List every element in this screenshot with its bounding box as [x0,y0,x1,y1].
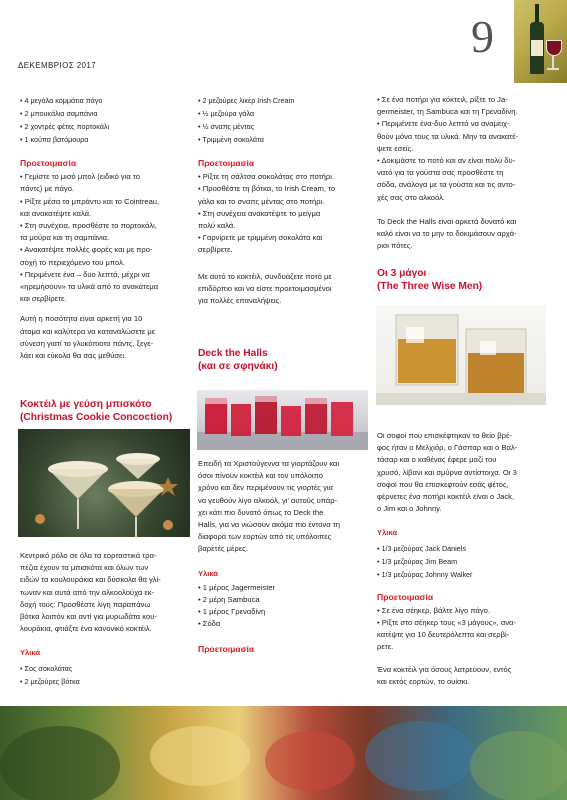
deck-note: Το Deck the Halls είναι αρκετά δυνατό και καλό είναι να το μην το δοκιμάσουν αρχά- ριοι πότες. [377,216,517,251]
magi-closing: Ένα κοκτέιλ για όσους λατρεύουν, εντός και εκτός εορτών, το ουίσκι. [377,664,512,686]
cookie-note: Με αυτό το κοκτέιλ, συνδυάζετε ποτό με επιδόρπιο και να είστε προετοιμασμένοι για πολλές επαναλήψεις. [198,271,332,306]
cookie-cocktail-photo [18,429,190,537]
page-number: 9 [471,11,494,62]
shots-photo [197,390,368,450]
cookie-ingredients-cont [198,94,368,146]
footer-cocktails-photo [0,706,567,800]
list-item: • Σόδα [198,619,221,629]
section-heading: Υλικά [198,568,219,578]
magi-preparation: • Σε ένα σέηκερ, βάλτε λίγο πάγο. • Ρίξτε στο σέηκερ τους «3 μάγους», ανα- κατέψτε για 10 δευτερόλεπτα και σερβί- ρετε. [377,605,516,652]
deck-ingredients [198,582,368,631]
magi-title: Οι 3 μάγοι (The Three Wise Men) [377,268,483,292]
list-item: • 1 κούπα βατόμουρα [20,135,89,144]
list-item: • 1 μέρος Jagermeister [198,582,276,592]
section-heading: Υλικά [20,648,41,658]
list-item: • 4 μεγάλα κομμάτια πάγο [20,96,103,105]
magi-ingredients [377,542,549,581]
list-item: • 1/3 μεζούρας Johnny Walker [377,569,473,579]
deck-title: Deck the Halls (και σε σφηνάκι) [198,348,278,372]
wine-photo [514,0,567,83]
section-heading: Προετοιμασία [198,158,255,168]
list-item: • 2 μεζούρες βότκα [20,676,80,686]
list-item: • 1/3 μεζούρας Jack Daniels [377,543,466,553]
wine-glass [546,40,562,56]
punch-ingredients [20,94,190,146]
list-item: • 2 χοντρές φέτες πορτοκάλι [20,122,110,131]
section-heading: Προετοιμασία [377,591,434,602]
list-item: • 2 μέρη Sambuca [198,595,260,605]
deck-preparation: • Σε ένα ποτήρι για κόκτειλ, ρίξτε το Ja- germeister, τη Sambuca και τη Γρεναδίνη. • Περιμένετε ένα-δυο λεπτά να αναμειχ- θούν μόνα τους τα υλικά. Μην τα ανακατέ- ψετε εσείς. • Δοκιμάστε το ποτό και αν είναι πολύ δυ- νατό για τα γούστα σας προσθέστε τη σόδα, ανάλογα με τα γούστα και τις αντο- χές σας στο αλκοόλ. [377,95,519,202]
wine-bottle [530,4,544,74]
list-item: • Τριμμένη σοκολάτα [198,135,264,144]
column-2 [198,94,368,307]
list-item: • 2 μπουκάλια σαμπάνια [20,109,98,118]
section-heading: Προετοιμασία [198,643,255,654]
punch-note: Αυτή η ποσότητα είναι αρκετή για 10 άτομα και καλύτερα να καταναλώσετε με σύνεση γιατί το γλυκόπιοτο πάντς, ξεγε- λάει και εύκολα θα σας μεθύσει. [20,314,156,361]
issue-month: ΔΕΚΕΜΒΡΙΟΣ 2017 [18,61,97,70]
cookie-title: Κοκτέιλ με γεύση μπισκότο (Christmas Cookie Concoction) [20,399,173,423]
cookie-preparation: • Ρίξτε τη σάλτσα σοκολάτας στο ποτήρι. • Προσθέστε τη βότκα, το Irish Cream, το γάλα και το σναπς μέντας στο ποτήρι. • Στη συνέχεια ανακατέψτε το μείγμα πολύ καλά. • Γαρνίρετε με τριμμένη σοκολάτα και σερβίρετε. [198,172,336,255]
cookie-intro: Κεντρικό ρόλο σε όλα τα εορταστικά τρα- πέζια έχουν τα μπισκότα και όλων των ειδών τα κουλουράκια και δύσκολα θα γλί- τωναν και αυτά από την αλκοολούχα εκ- δοχή τους: Προσθέστε λίγη παραπάνω βότκα λοιπόν και αντί για μυρωδάτα κου- λουράκια, φτιάξτε ένα κανονικό κοκτέιλ. Υλικά • Σος σοκολάτας • 2 μεζούρες βότκα [20,550,190,694]
list-item: • ½ μεζούρα γάλα [198,109,255,118]
list-item: • Σος σοκολάτας [20,663,73,673]
cookie-ingredients [20,662,190,688]
deck-intro: Επειδή τα Χριστούγεννα τα γιορτάζουν και όσοι πίνουν κοκτέιλ και τον υπόλοιπο χρόνο και δεν περιμένουν τις γιορτές για να γευθούν λίγο αλκοόλ, γι' αυτούς υπάρ- χει κάτι πιο δυνατό όπως το Deck the Halls, για να νιώσουν ακόμα πιο έντονα τη διαφορά των εορτών από τις υπόλοιπες βαρετές μέρες. Υλικά • 1 μέρος Jagermeister • 2 μέρη Sambuca • 1 μέρος Γρεναδίνη • Σόδα Προετοιμασία [198,458,368,657]
list-item: • 1 μέρος Γρεναδίνη [198,607,266,617]
list-item: • 2 μεζούρες λικέρ Irish Cream [198,96,295,105]
section-heading: Προετοιμασία [20,158,77,168]
whisky-photo [376,305,546,405]
column-3 [377,94,549,252]
section-heading: Υλικά [377,528,398,538]
punch-preparation: • Γεμίστε το μισό μπολ (ειδικό για το πάντς) με πάγο. • Ρίξτε μέσα το μπράντυ και το Cointreau, και ανακατέψτε καλά. • Στη συνέχεια, προσθέστε το πορτοκάλι, τα μούρα και τη σαμπάνια. • Ανακατέψτε πολλές φορές και με προ- σοχή το περιεχόμενο του μπολ. • Περιμένετε ένα – δυο λεπτά, μέχρι να «ηρεμήσουν» τα υλικά από το ανακάτεμα και σερβίρετε. [20,172,160,304]
column-1 [20,94,190,362]
magi-intro: Οι σοφοί που επισκέφτηκαν το θείο βρέ- φος ήταν ο Μελχιόρ, ο Γάσπαρ και ο Βαλ- τάσαρ και ο καθένας έφερε μαζί του χρυσό, λίβανι και σμύρνα αντίστοιχα. Οι 3 σοφοί που θα επισκεφτούν εσάς φέτος, φέρνετες ένα ποτήρι κοκτέιλ είναι ο Jack, ο Jim και ο Johnny. Υλικά • 1/3 μεζούρας Jack Daniels • 1/3 μεζούρας Jim Beam • 1/3 μεζούρας Johnny Walker Προετοιμασία • Σε ένα σέηκερ, βάλτε λίγο πάγο. • Ρίξτε στο σέηκερ τους «3 μάγους», ανα- κατέψτε για 10 δευτερόλεπτα και σερβί- ρετε. Ένα κοκτέιλ για όσους λατρεύουν, εντός και εκτός εορτών, το ουίσκι. [377,430,549,688]
list-item: • 1/3 μεζούρας Jim Beam [377,556,458,566]
list-item: • ½ σναπς μέντας [198,122,255,131]
